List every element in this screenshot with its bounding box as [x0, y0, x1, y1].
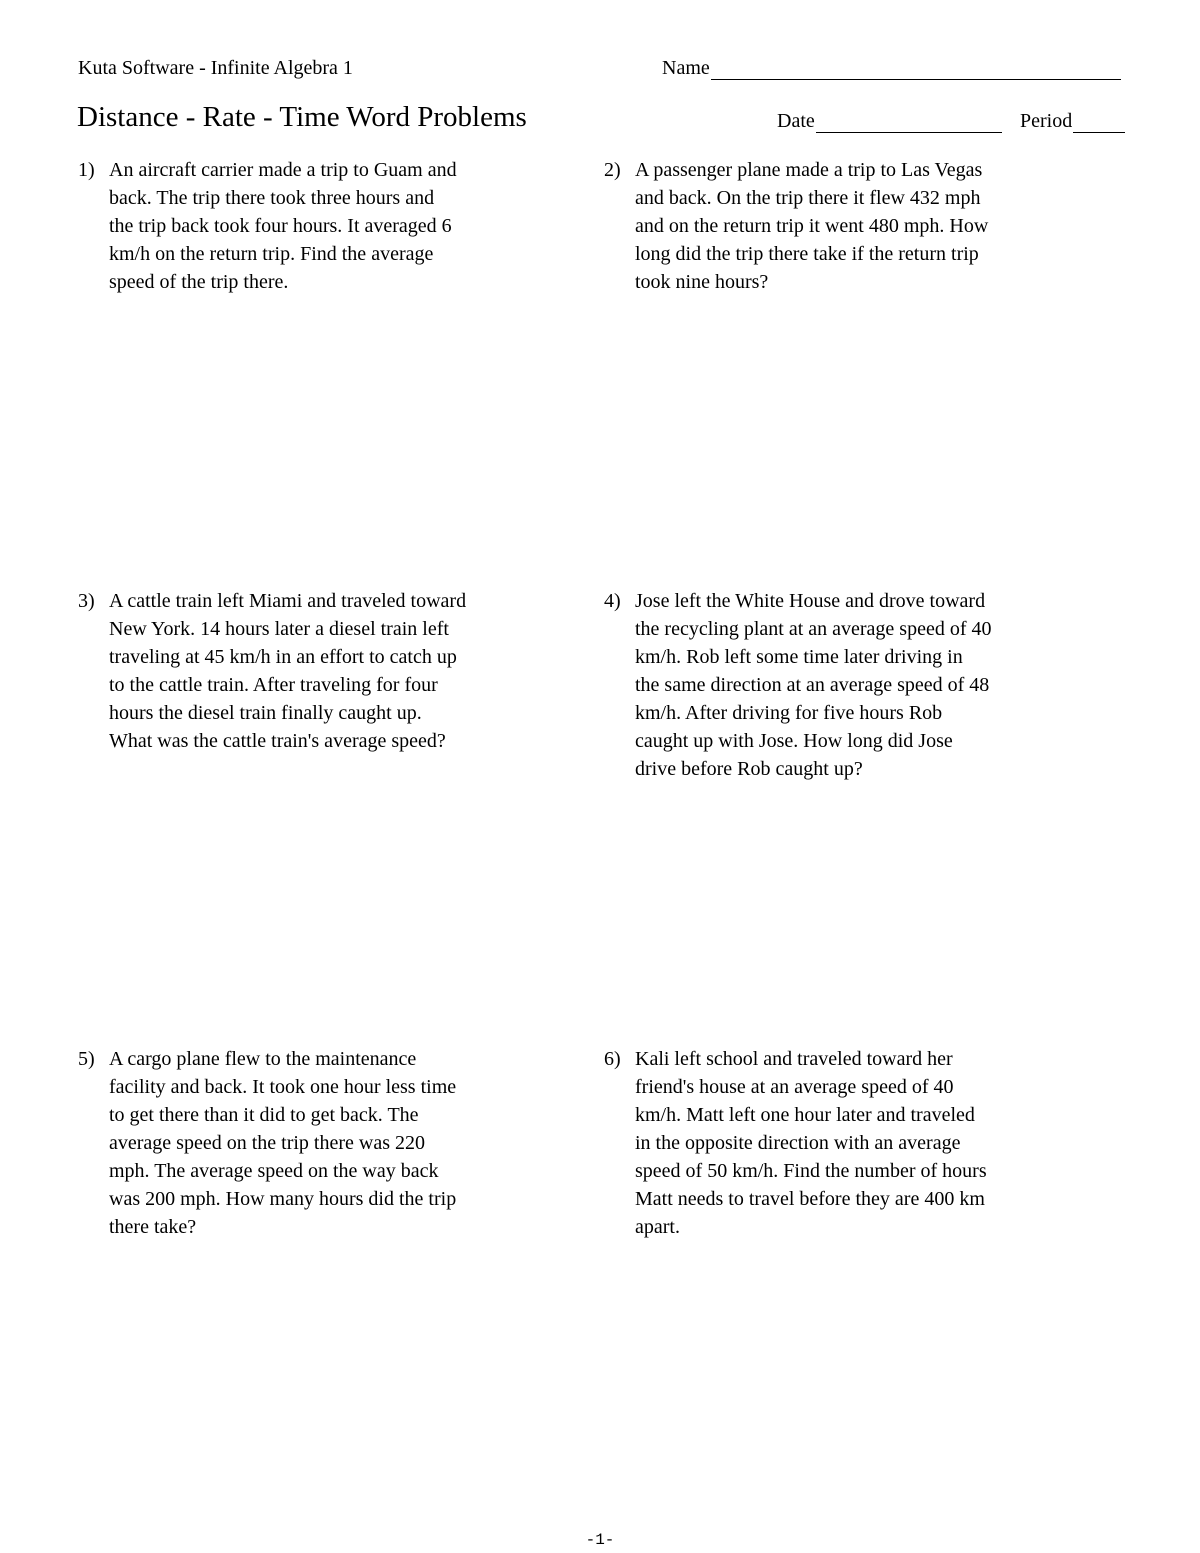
question-1 — [78, 156, 539, 296]
question-line: A cargo plane flew to the maintenance — [109, 1048, 417, 1070]
question-line: km/h. Rob left some time later driving in — [635, 646, 963, 668]
question-line: Kali left school and traveled toward her — [635, 1048, 953, 1070]
period-label: Period — [1020, 110, 1073, 132]
question-text — [109, 1045, 539, 1241]
question-line: km/h on the return trip. Find the average — [109, 243, 434, 265]
question-line: A cattle train left Miami and traveled toward — [109, 590, 467, 612]
question-2 — [604, 156, 1065, 296]
question-line: the same direction at an average speed of 48 — [635, 674, 990, 696]
question-line: caught up with Jose. How long did Jose — [635, 730, 953, 752]
question-text — [635, 156, 1065, 296]
question-text — [635, 1045, 1065, 1241]
question-line: to get there than it did to get back. The — [109, 1104, 419, 1126]
question-line: What was the cattle train's average speed? — [109, 730, 446, 752]
date-field[interactable] — [777, 109, 1002, 133]
period-field[interactable] — [1020, 109, 1125, 133]
question-line: the trip back took four hours. It averaged 6 — [109, 215, 452, 237]
question-line: and back. On the trip there it flew 432 mph — [635, 187, 981, 209]
question-3 — [78, 587, 539, 755]
question-line: in the opposite direction with an average — [635, 1132, 961, 1154]
question-line: there take? — [109, 1216, 197, 1238]
question-line: was 200 mph. How many hours did the trip — [109, 1188, 457, 1210]
name-line[interactable] — [711, 61, 1121, 80]
question-text — [109, 156, 539, 296]
question-line: An aircraft carrier made a trip to Guam and — [109, 159, 457, 181]
date-label: Date — [777, 110, 815, 132]
question-line: A passenger plane made a trip to Las Vegas — [635, 159, 983, 181]
question-line: and on the return trip it went 480 mph. How — [635, 215, 989, 237]
question-line: back. The trip there took three hours and — [109, 187, 435, 209]
question-line: hours the diesel train finally caught up. — [109, 702, 422, 724]
question-line: facility and back. It took one hour less time — [109, 1076, 457, 1098]
question-line: drive before Rob caught up? — [635, 758, 863, 780]
period-line[interactable] — [1073, 114, 1125, 133]
date-line[interactable] — [816, 114, 1002, 133]
question-line: km/h. Matt left one hour later and traveled — [635, 1104, 975, 1126]
question-number: 6) — [604, 1048, 621, 1070]
question-5 — [78, 1045, 539, 1241]
question-line: to the cattle train. After traveling for four — [109, 674, 438, 696]
question-line: traveling at 45 km/h in an effort to catch up — [109, 646, 457, 668]
question-line: friend's house at an average speed of 40 — [635, 1076, 954, 1098]
question-number: 5) — [78, 1048, 95, 1070]
question-line: mph. The average speed on the way back — [109, 1160, 439, 1182]
question-line: Jose left the White House and drove toward — [635, 590, 986, 612]
question-line: Matt needs to travel before they are 400 km — [635, 1188, 985, 1210]
question-line: the recycling plant at an average speed of 40 — [635, 618, 992, 640]
question-number: 2) — [604, 159, 621, 181]
question-6 — [604, 1045, 1065, 1241]
question-line: took nine hours? — [635, 271, 769, 293]
worksheet-title: Distance - Rate - Time Word Problems — [77, 101, 527, 133]
name-label: Name — [662, 57, 710, 79]
question-line: speed of the trip there. — [109, 271, 289, 293]
page-number: -1- — [585, 1531, 615, 1549]
question-line: speed of 50 km/h. Find the number of hours — [635, 1160, 987, 1182]
question-line: km/h. After driving for five hours Rob — [635, 702, 943, 724]
software-name: Kuta Software - Infinite Algebra 1 — [78, 57, 353, 79]
question-number: 1) — [78, 159, 95, 181]
question-line: apart. — [635, 1216, 680, 1238]
question-number: 3) — [78, 590, 95, 612]
question-line: average speed on the trip there was 220 — [109, 1132, 425, 1154]
question-4 — [604, 587, 1065, 783]
question-line: long did the trip there take if the return trip — [635, 243, 979, 265]
question-number: 4) — [604, 590, 621, 612]
question-text — [635, 587, 1065, 783]
question-text — [109, 587, 539, 755]
name-field[interactable] — [662, 56, 1121, 80]
question-line: New York. 14 hours later a diesel train left — [109, 618, 449, 640]
